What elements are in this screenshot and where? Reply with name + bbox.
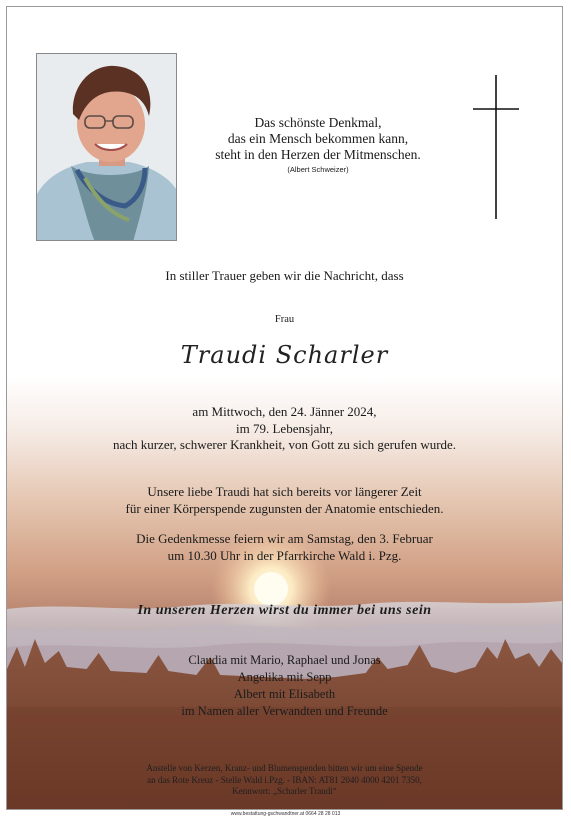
message-line: Unsere liebe Traudi hat sich bereits vor längerer Zeit (147, 484, 422, 499)
mourner: Claudia mit Mario, Raphael und Jonas (188, 653, 381, 667)
mourners-list (7, 652, 562, 720)
deceased-name: Traudi Scharler (180, 341, 389, 369)
motto: In unseren Herzen wirst du immer bei uns sein (137, 603, 432, 618)
service-line: Die Gedenkmesse feiern wir am Samstag, den 3. Februar (136, 531, 433, 546)
donation-line: Kennwort: „Scharler Traudi“ (232, 786, 337, 796)
funeral-home-footer: www.bestattung-gschwandtner.at 0664 28 28 013 (230, 811, 341, 817)
details-line: nach kurzer, schwerer Krankheit, von Gott zu sich gerufen wurde. (112, 437, 457, 452)
body-donation-message (7, 484, 562, 517)
quote-line: Das schönste Denkmal, (254, 115, 382, 130)
mourner: Albert mit Elisabeth (233, 687, 336, 701)
mourner: im Namen aller Verwandten und Freunde (181, 704, 388, 718)
announcement: In stiller Trauer geben wir die Nachricht, dass (165, 268, 404, 283)
mourner: Angelika mit Sepp (237, 670, 332, 684)
memorial-service (7, 531, 562, 564)
service-line: um 10.30 Uhr in der Pfarrkirche Wald i. Pzg. (167, 547, 402, 563)
details-line: im 79. Lebensjahr, (236, 420, 333, 436)
obituary-card (6, 6, 563, 810)
quote-author: (Albert Schweizer) (287, 165, 349, 174)
donation-line: an das Rote Kreuz - Stelle Wald i.Pzg. - IBAN: AT81 2040 4000 4201 7350, (147, 774, 422, 785)
donation-line: Anstelle von Kerzen, Kranz- und Blumenspenden bitten wir um eine Spende (146, 763, 423, 773)
salutation: Frau (274, 314, 295, 325)
quote-block (187, 115, 449, 175)
donation-request (7, 763, 562, 798)
details-line: am Mittwoch, den 24. Jänner 2024, (192, 404, 377, 419)
death-details (7, 404, 562, 454)
quote-line: steht in den Herzen der Mitmenschen. (215, 147, 421, 162)
portrait-photo (36, 53, 177, 241)
message-line: für einer Körperspende zugunsten der Anatomie entschieden. (125, 500, 444, 516)
quote-line: das ein Mensch bekommen kann, (227, 131, 409, 146)
cross-icon (473, 75, 519, 219)
